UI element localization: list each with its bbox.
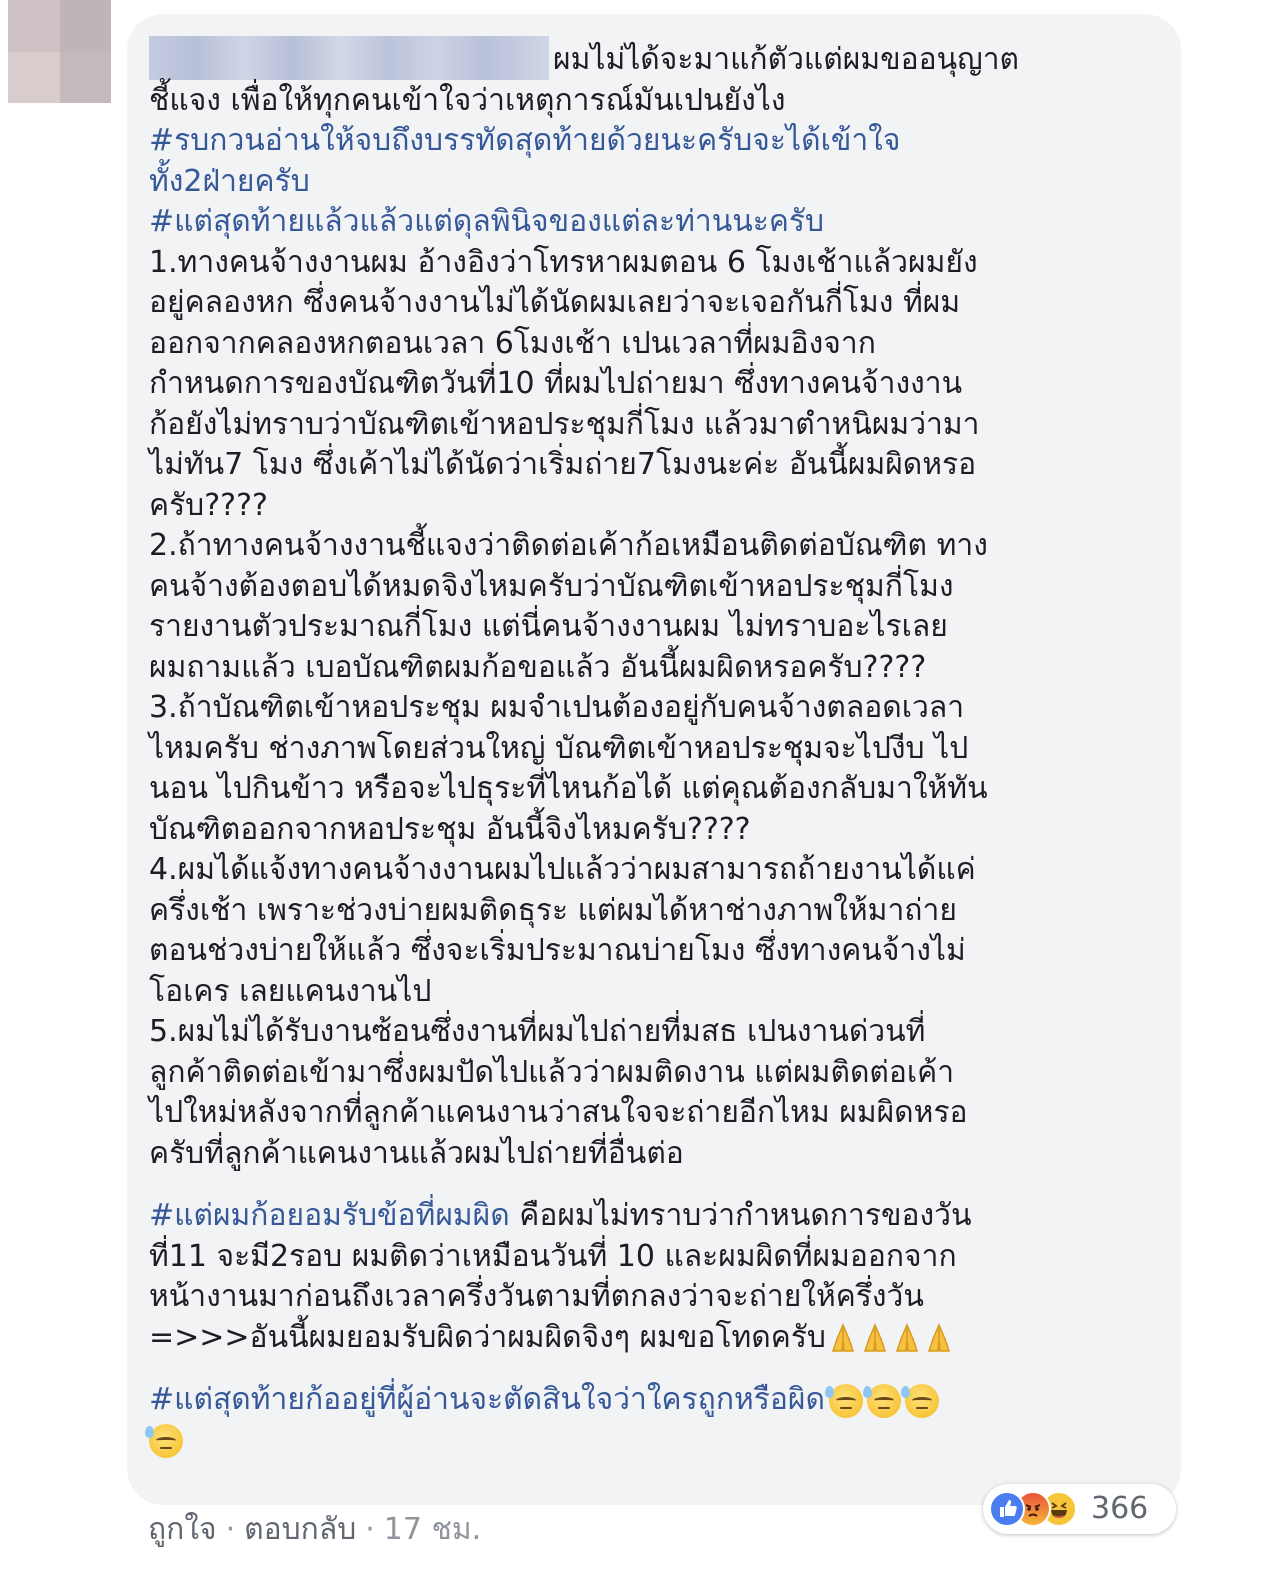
- comment-line: กำหนดการของบัณฑิตวันที่10 ที่ผมไปถ่ายมา ซึ่งทางคนจ้างงาน: [149, 366, 963, 401]
- folded-hands-icon: [892, 1321, 922, 1355]
- hashtag-line[interactable]: #แต่สุดท้ายแล้วแล้วแต่ดุลพินิจของแต่ละท่านนะครับ: [149, 204, 825, 239]
- comment-line: ผมถามแล้ว เบอบัณฑิตผมก้อขอแล้ว อันนี้ผมผิดหรอครับ????: [149, 649, 927, 685]
- comment-line: ไม่ทัน7 โมง ซึ่งเค้าไม่ได้นัดว่าเริ่มถ่าย7โมงนะค่ะ อันนี้ผมผิดหรอ: [149, 447, 977, 482]
- comment-line: อยู่คลองหก ซึ่งคนจ้างงานไม่ได้นัดผมเลยว่าจะเจอกันกี่โมง ที่ผม: [149, 285, 961, 320]
- comment-line: [149, 1421, 1151, 1462]
- comment-line: ไปใหม่หลังจากที่ลูกค้าแคนงานว่าสนใจจะถ่ายอีกไหม ผมผิดหรอ: [149, 1095, 968, 1130]
- downcast-sweat-face-icon: [867, 1384, 901, 1418]
- comment-line: 4.ผมได้แจ้งทางคนจ้างงานผมไปแล้วว่าผมสามารถถ้ายงานได้แค่: [149, 852, 976, 887]
- comment-line: คนจ้างต้องตอบได้หมดจิงไหมครับว่าบัณฑิตเข้าหอประชุมกี่โมง: [149, 568, 954, 604]
- comment-line: 2.ถ้าทางคนจ้างงานชี้แจงว่าติดต่อเค้าก้อเหมือนติดต่อบัณฑิต ทาง: [149, 528, 988, 563]
- hashtag-link[interactable]: #แต่สุดท้ายก้ออยู่ที่ผู้อ่านจะตัดสินใจว่าใครถูกหรือผิด: [149, 1382, 825, 1417]
- comment-line: 5.ผมไม่ได้รับงานซ้อนซึ่งงานที่ผมไปถ่ายที่มสธ เปนงานด่วนที่: [149, 1014, 926, 1049]
- hashtag-link[interactable]: #แต่ผมก้อยอมรับข้อที่ผมผิด: [149, 1198, 510, 1233]
- commenter-avatar[interactable]: [8, 0, 111, 103]
- hashtag-line[interactable]: #รบกวนอ่านให้จบถึงบรรทัดสุดท้ายด้วยนะครับจะได้เข้าใจ: [149, 123, 901, 158]
- comment-line: ก้อยังไม่ทราบว่าบัณฑิตเข้าหอประชุมกี่โมง แล้วมาตำหนิผมว่ามา: [149, 406, 980, 442]
- reply-link[interactable]: ตอบกลับ: [244, 1512, 357, 1547]
- comment-line: ครึ่งเช้า เพราะช่วงบ่ายผมติดธุระ แต่ผมได้หาช่างภาพให้มาถ่าย: [149, 892, 957, 928]
- comment-line: นอน ไปกินข้าว หรือจะไปธุระที่ไหนก้อได้ แต่คุณต้องกลับมาให้ทัน: [149, 771, 988, 806]
- downcast-sweat-face-icon: [829, 1384, 863, 1418]
- comment-line: [149, 1380, 1151, 1421]
- folded-hands-icon: [828, 1321, 858, 1355]
- folded-hands-icon: [924, 1321, 954, 1355]
- comment-line: โอเคร เลยแคนงานไป: [149, 973, 432, 1009]
- hashtag-line[interactable]: ทั้ง2ฝ่ายครับ: [149, 163, 310, 199]
- comment-line: ออกจากคลองหกตอนเวลา 6โมงเช้า เปนเวลาที่ผมอิงจาก: [149, 325, 876, 361]
- comment-line: =>>>อันนี้ผมยอมรับผิดว่าผมผิดจิงๆ ผมขอโทดครับ: [149, 1318, 1151, 1359]
- reactions-summary[interactable]: [983, 1484, 1176, 1534]
- like-icon: [989, 1491, 1025, 1527]
- comment-line: ครับที่ลูกค้าแคนงานแล้วผมไปถ่ายที่อื่นต่อ: [149, 1135, 684, 1171]
- separator: ·: [225, 1512, 236, 1547]
- comment-line: ผมไม่ได้จะมาแก้ตัวแต่ผมขออนุญาต: [149, 40, 1151, 81]
- timestamp[interactable]: 17 ชม.: [383, 1512, 482, 1547]
- comment-line: ไหมครับ ช่างภาพโดยส่วนใหญ่ บัณฑิตเข้าหอประชุมจะไปงีบ ไป: [149, 730, 969, 766]
- like-link[interactable]: ถูกใจ: [148, 1512, 217, 1547]
- comment-line: 1.ทางคนจ้างงานผม อ้างอิงว่าโทรหาผมตอน 6 โมงเช้าแล้วผมยัง: [149, 244, 978, 280]
- comment-bubble: [127, 14, 1181, 1505]
- comment-line: รายงานตัวประมาณกี่โมง แต่นี่คนจ้างงานผม ไม่ทราบอะไรเลย: [149, 609, 948, 644]
- comment-line: ชี้แจง เพื่อให้ทุกคนเข้าใจว่าเหตุการณ์มันเปนยังไง: [149, 82, 786, 118]
- comment-line: หน้างานมาก่อนถึงเวลาครึ่งวันตามที่ตกลงว่าจะถ่ายให้ครึ่งวัน: [149, 1279, 924, 1314]
- paragraph-gap: [149, 1358, 1151, 1380]
- downcast-sweat-face-icon: [905, 1384, 939, 1418]
- downcast-sweat-face-icon: [149, 1424, 183, 1458]
- comment-line: บัณฑิตออกจากหอประชุม อันนี้จิงไหมครับ????: [149, 811, 751, 847]
- comment-line: ที่11 จะมี2รอบ ผมติดว่าเหมือนวันที่ 10 และผมผิดที่ผมออกจาก: [149, 1238, 957, 1274]
- comment-line: #แต่ผมก้อยอมรับข้อที่ผมผิด คือผมไม่ทราบว่ากำหนดการของวัน: [149, 1198, 972, 1233]
- separator: ·: [365, 1512, 375, 1547]
- comment-line: ตอนช่วงบ่ายให้แล้ว ซึ่งจะเริ่มประมาณบ่ายโมง ซึ่งทางคนจ้างไม่: [149, 933, 966, 968]
- comment-line: ลูกค้าติดต่อเข้ามาซึ่งผมปัดไปแล้วว่าผมติดงาน แต่ผมติดต่อเค้า: [149, 1054, 955, 1090]
- folded-hands-icon: [860, 1321, 890, 1355]
- commenter-name-blurred[interactable]: [149, 36, 549, 80]
- comment-actions: [148, 1510, 481, 1550]
- comment-line: ครับ????: [149, 487, 268, 523]
- comment-line: 3.ถ้าบัณฑิตเข้าหอประชุม ผมจำเปนต้องอยู่กับคนจ้างตลอดเวลา: [149, 690, 965, 725]
- paragraph-gap: [149, 1174, 1151, 1196]
- reaction-count: 366: [1091, 1491, 1149, 1526]
